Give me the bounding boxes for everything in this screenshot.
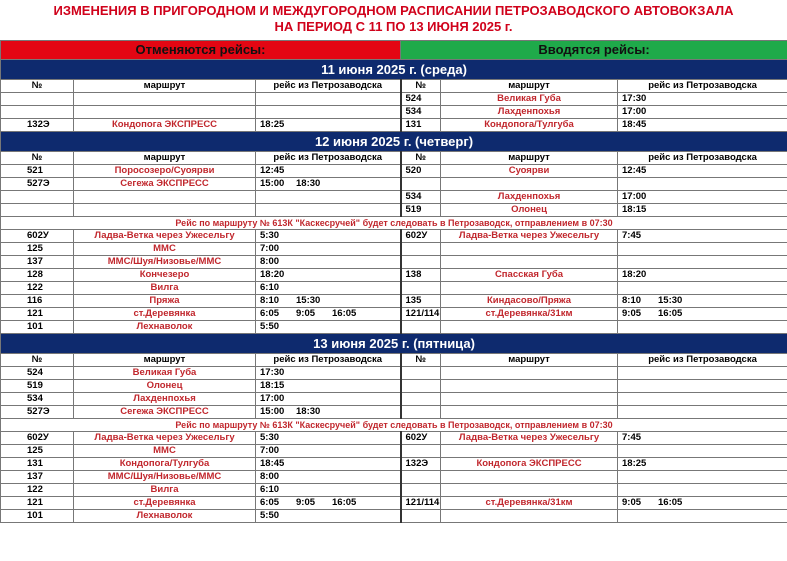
introduced-route-number — [401, 282, 441, 295]
cancelled-route-name: Поросозеро/Суоярви — [74, 165, 256, 178]
left-time: 6:05 — [260, 308, 280, 319]
left-time: 15:00 — [260, 178, 285, 189]
cancelled-route-number: 602У — [1, 432, 74, 445]
column-header-row — [1, 80, 787, 93]
left-departure-times — [256, 393, 401, 406]
table-row — [1, 243, 787, 256]
right-departure-times — [618, 393, 787, 406]
cancelled-route-number: 527Э — [1, 178, 74, 191]
introduced-route-number — [401, 321, 441, 334]
col-route-header: маршрут — [74, 80, 256, 93]
right-departure-times — [618, 445, 787, 458]
introduced-route-name — [441, 484, 618, 497]
col-route-header: маршрут — [441, 354, 618, 367]
cancelled-route-name — [74, 106, 256, 119]
cancelled-route-number: 128 — [1, 269, 74, 282]
left-time: 15:30 — [296, 295, 321, 306]
cancelled-route-name: Вилга — [74, 484, 256, 497]
col-dep-header: рейс из Петрозаводска — [618, 80, 787, 93]
page-title — [0, 0, 787, 40]
introduced-route-name: Спасская Губа — [441, 269, 618, 282]
column-header-row — [1, 354, 787, 367]
introduced-route-number — [401, 510, 441, 523]
introduced-route-name: Суоярви — [441, 165, 618, 178]
day-title: 11 июня 2025 г. (среда) — [1, 60, 787, 80]
introduced-route-name: Лахденпохья — [441, 106, 618, 119]
left-time: 18:15 — [260, 380, 285, 391]
introduced-route-name — [441, 178, 618, 191]
right-departure-times — [618, 178, 787, 191]
table-row — [1, 471, 787, 484]
introduced-route-number: 121/114 — [401, 497, 441, 510]
cancelled-route-number: 131 — [1, 458, 74, 471]
table-row — [1, 191, 787, 204]
right-time: 8:10 — [622, 295, 642, 306]
cancelled-route-name: Лахденпохья — [74, 393, 256, 406]
table-row — [1, 178, 787, 191]
introduced-route-number: 520 — [401, 165, 441, 178]
cancelled-route-name: ММС — [74, 445, 256, 458]
right-departure-times — [618, 282, 787, 295]
right-departure-times — [618, 230, 787, 243]
left-departure-times — [256, 295, 401, 308]
cancelled-route-number: 121 — [1, 497, 74, 510]
introduced-route-name — [441, 367, 618, 380]
introduced-route-number: 602У — [401, 230, 441, 243]
introduced-route-name — [441, 243, 618, 256]
left-departure-times — [256, 497, 401, 510]
cancelled-route-number: 527Э — [1, 406, 74, 419]
cancelled-route-number: 602У — [1, 230, 74, 243]
day-title: 13 июня 2025 г. (пятница) — [1, 334, 787, 354]
left-departure-times — [256, 191, 401, 204]
left-time: 8:10 — [260, 295, 280, 306]
right-time: 18:15 — [622, 204, 647, 215]
introduced-route-name — [441, 256, 618, 269]
cancelled-route-name: ММС/Шуя/Низовье/ММС — [74, 471, 256, 484]
introduced-route-name: Кондопога ЭКСПРЕСС — [441, 458, 618, 471]
cancelled-route-name: Кондопога/Тулгуба — [74, 458, 256, 471]
note-row — [1, 419, 787, 432]
col-dep-header: рейс из Петрозаводска — [256, 152, 401, 165]
table-row — [1, 445, 787, 458]
right-time: 12:45 — [622, 165, 647, 176]
left-time: 5:50 — [260, 510, 280, 521]
cancelled-route-name — [74, 191, 256, 204]
right-time: 9:05 — [622, 308, 642, 319]
right-departure-times — [618, 432, 787, 445]
col-route-header: маршрут — [441, 80, 618, 93]
left-time: 5:30 — [260, 230, 280, 241]
cancelled-route-number: 125 — [1, 445, 74, 458]
col-route-header: маршрут — [441, 152, 618, 165]
day-header-row — [1, 60, 787, 80]
left-departure-times — [256, 269, 401, 282]
cancelled-route-number: 101 — [1, 321, 74, 334]
right-departure-times — [618, 269, 787, 282]
cancelled-route-number: 519 — [1, 380, 74, 393]
introduced-route-number — [401, 445, 441, 458]
left-time: 8:00 — [260, 471, 280, 482]
left-time: 6:05 — [260, 497, 280, 508]
right-departure-times — [618, 295, 787, 308]
cancelled-route-number: 116 — [1, 295, 74, 308]
introduced-route-name — [441, 380, 618, 393]
cancelled-route-number — [1, 93, 74, 106]
left-time: 17:00 — [260, 393, 285, 404]
cancelled-header: Отменяются рейсы: — [1, 41, 401, 60]
left-time: 6:10 — [260, 484, 280, 495]
right-departure-times — [618, 243, 787, 256]
introduced-route-number: 131 — [401, 119, 441, 132]
cancelled-route-name: ст.Деревянка — [74, 497, 256, 510]
right-departure-times — [618, 406, 787, 419]
introduced-route-name: ст.Деревянка/31км — [441, 497, 618, 510]
table-row — [1, 458, 787, 471]
table-row — [1, 119, 787, 132]
left-departure-times — [256, 165, 401, 178]
col-num-header: № — [1, 354, 74, 367]
introduced-route-number: 138 — [401, 269, 441, 282]
left-time: 5:30 — [260, 432, 280, 443]
introduced-route-number — [401, 367, 441, 380]
left-time: 18:30 — [296, 406, 321, 417]
left-departure-times — [256, 367, 401, 380]
introduced-route-number: 132Э — [401, 458, 441, 471]
cancelled-route-name — [74, 204, 256, 217]
col-dep-header: рейс из Петрозаводска — [256, 354, 401, 367]
right-departure-times — [618, 165, 787, 178]
left-departure-times — [256, 321, 401, 334]
right-departure-times — [618, 204, 787, 217]
table-row — [1, 93, 787, 106]
introduced-route-name — [441, 445, 618, 458]
introduced-route-number: 135 — [401, 295, 441, 308]
cancelled-route-number: 122 — [1, 484, 74, 497]
left-time: 7:00 — [260, 243, 280, 254]
cancelled-route-name: ММС — [74, 243, 256, 256]
col-route-header: маршрут — [74, 354, 256, 367]
cancelled-route-name: ст.Деревянка — [74, 308, 256, 321]
day-header-row — [1, 334, 787, 354]
introduced-route-number — [401, 178, 441, 191]
right-departure-times — [618, 321, 787, 334]
right-time: 9:05 — [622, 497, 642, 508]
cancelled-route-number: 521 — [1, 165, 74, 178]
introduced-route-name — [441, 321, 618, 334]
table-row — [1, 497, 787, 510]
introduced-route-name: Ладва-Ветка через Ужесельгу — [441, 432, 618, 445]
introduced-header: Вводятся рейсы: — [401, 41, 787, 60]
cancelled-route-number: 125 — [1, 243, 74, 256]
introduced-route-name: ст.Деревянка/31км — [441, 308, 618, 321]
table-row — [1, 510, 787, 523]
cancelled-route-name: Великая Губа — [74, 367, 256, 380]
left-time: 18:20 — [260, 269, 285, 280]
right-departure-times — [618, 308, 787, 321]
cancelled-route-number — [1, 106, 74, 119]
col-num-header: № — [1, 152, 74, 165]
cancelled-route-name: ММС/Шуя/Низовье/ММС — [74, 256, 256, 269]
introduced-route-name: Киндасово/Пряжа — [441, 295, 618, 308]
right-time: 18:45 — [622, 119, 647, 130]
cancelled-route-number: 132Э — [1, 119, 74, 132]
left-time: 9:05 — [296, 308, 316, 319]
table-row — [1, 406, 787, 419]
right-departure-times — [618, 256, 787, 269]
left-departure-times — [256, 106, 401, 119]
column-header-row — [1, 152, 787, 165]
left-departure-times — [256, 406, 401, 419]
introduced-route-number: 519 — [401, 204, 441, 217]
schedule-table — [0, 40, 787, 523]
left-departure-times — [256, 243, 401, 256]
cancelled-route-number: 122 — [1, 282, 74, 295]
left-time: 18:45 — [260, 458, 285, 469]
day-title: 12 июня 2025 г. (четверг) — [1, 132, 787, 152]
table-row — [1, 393, 787, 406]
table-row — [1, 282, 787, 295]
introduced-route-number — [401, 380, 441, 393]
cancelled-route-number — [1, 204, 74, 217]
cancelled-route-name: Кондопога ЭКСПРЕСС — [74, 119, 256, 132]
left-time: 12:45 — [260, 165, 285, 176]
right-time: 15:30 — [658, 295, 683, 306]
cancelled-route-name: Вилга — [74, 282, 256, 295]
left-departure-times — [256, 432, 401, 445]
left-time: 7:00 — [260, 445, 280, 456]
introduced-route-name: Лахденпохья — [441, 191, 618, 204]
cancelled-route-name — [74, 93, 256, 106]
left-departure-times — [256, 308, 401, 321]
right-time: 18:20 — [622, 269, 647, 280]
left-time: 15:00 — [260, 406, 285, 417]
left-departure-times — [256, 204, 401, 217]
table-row — [1, 295, 787, 308]
cancelled-route-name: Ладва-Ветка через Ужесельгу — [74, 230, 256, 243]
introduced-route-number — [401, 471, 441, 484]
cancelled-route-number: 524 — [1, 367, 74, 380]
route-note: Рейс по маршруту № 613К "Каскесручей" будет следовать в Петрозаводск, отправлением в 07:30 — [1, 419, 787, 432]
left-time: 8:00 — [260, 256, 280, 267]
cancelled-route-name: Лехнаволок — [74, 321, 256, 334]
right-time: 7:45 — [622, 432, 642, 443]
cancelled-route-number — [1, 191, 74, 204]
cancelled-route-number: 121 — [1, 308, 74, 321]
right-departure-times — [618, 119, 787, 132]
left-departure-times — [256, 256, 401, 269]
cancelled-route-name: Ладва-Ветка через Ужесельгу — [74, 432, 256, 445]
introduced-route-name — [441, 510, 618, 523]
col-dep-header: рейс из Петрозаводска — [256, 80, 401, 93]
left-time: 16:05 — [332, 308, 357, 319]
left-departure-times — [256, 510, 401, 523]
right-departure-times — [618, 484, 787, 497]
right-time: 18:25 — [622, 458, 647, 469]
right-departure-times — [618, 367, 787, 380]
left-time: 17:30 — [260, 367, 285, 378]
right-time: 16:05 — [658, 308, 683, 319]
introduced-route-name — [441, 471, 618, 484]
introduced-route-name: Ладва-Ветка через Ужесельгу — [441, 230, 618, 243]
table-row — [1, 269, 787, 282]
table-row — [1, 204, 787, 217]
col-num-header: № — [401, 152, 441, 165]
introduced-route-name: Олонец — [441, 204, 618, 217]
right-departure-times — [618, 191, 787, 204]
left-departure-times — [256, 445, 401, 458]
right-departure-times — [618, 510, 787, 523]
table-row — [1, 230, 787, 243]
table-row — [1, 367, 787, 380]
col-dep-header: рейс из Петрозаводска — [618, 152, 787, 165]
col-num-header: № — [401, 354, 441, 367]
left-time: 18:30 — [296, 178, 321, 189]
col-num-header: № — [1, 80, 74, 93]
introduced-route-number: 602У — [401, 432, 441, 445]
table-row — [1, 432, 787, 445]
introduced-route-name — [441, 406, 618, 419]
cancelled-route-name: Кончезеро — [74, 269, 256, 282]
col-route-header: маршрут — [74, 152, 256, 165]
right-time: 7:45 — [622, 230, 642, 241]
table-row — [1, 308, 787, 321]
table-row — [1, 165, 787, 178]
introduced-route-name: Великая Губа — [441, 93, 618, 106]
left-departure-times — [256, 282, 401, 295]
left-departure-times — [256, 178, 401, 191]
title-line-1: ИЗМЕНЕНИЯ В ПРИГОРОДНОМ И МЕЖДУГОРОДНОМ РАСПИСАНИИ ПЕТРОЗАВОДСКОГО АВТОВОКЗАЛА — [53, 3, 734, 18]
right-time: 16:05 — [658, 497, 683, 508]
cancelled-route-name: Лехнаволок — [74, 510, 256, 523]
right-time: 17:00 — [622, 191, 647, 202]
cancelled-route-number: 534 — [1, 393, 74, 406]
introduced-route-number: 534 — [401, 106, 441, 119]
cancelled-route-name: Олонец — [74, 380, 256, 393]
right-time: 17:00 — [622, 106, 647, 117]
right-departure-times — [618, 106, 787, 119]
left-time: 6:10 — [260, 282, 280, 293]
note-row — [1, 217, 787, 230]
introduced-route-number: 121/114 — [401, 308, 441, 321]
introduced-route-number — [401, 256, 441, 269]
right-departure-times — [618, 93, 787, 106]
right-departure-times — [618, 497, 787, 510]
introduced-route-name: Кондопога/Тулгуба — [441, 119, 618, 132]
day-header-row — [1, 132, 787, 152]
table-row — [1, 256, 787, 269]
right-departure-times — [618, 471, 787, 484]
left-departure-times — [256, 230, 401, 243]
table-row — [1, 321, 787, 334]
left-departure-times — [256, 458, 401, 471]
left-time: 16:05 — [332, 497, 357, 508]
cancelled-route-name: Сегежа ЭКСПРЕСС — [74, 178, 256, 191]
table-row — [1, 106, 787, 119]
col-num-header: № — [401, 80, 441, 93]
right-time: 17:30 — [622, 93, 647, 104]
title-line-2: НА ПЕРИОД С 11 ПО 13 ИЮНЯ 2025 г. — [274, 19, 513, 34]
table-row — [1, 484, 787, 497]
cancelled-route-number: 101 — [1, 510, 74, 523]
introduced-route-name — [441, 282, 618, 295]
introduced-route-number — [401, 393, 441, 406]
left-departure-times — [256, 119, 401, 132]
introduced-route-number — [401, 484, 441, 497]
left-departure-times — [256, 471, 401, 484]
left-time: 18:25 — [260, 119, 285, 130]
introduced-route-number — [401, 406, 441, 419]
left-departure-times — [256, 484, 401, 497]
right-departure-times — [618, 458, 787, 471]
introduced-route-number — [401, 243, 441, 256]
introduced-route-name — [441, 393, 618, 406]
route-note: Рейс по маршруту № 613К "Каскесручей" будет следовать в Петрозаводск, отправлением в 07:30 — [1, 217, 787, 230]
left-time: 9:05 — [296, 497, 316, 508]
left-time: 5:50 — [260, 321, 280, 332]
cancelled-route-name: Пряжа — [74, 295, 256, 308]
introduced-route-number: 524 — [401, 93, 441, 106]
cancelled-route-number: 137 — [1, 256, 74, 269]
col-dep-header: рейс из Петрозаводска — [618, 354, 787, 367]
cancelled-route-number: 137 — [1, 471, 74, 484]
left-departure-times — [256, 93, 401, 106]
right-departure-times — [618, 380, 787, 393]
introduced-route-number: 534 — [401, 191, 441, 204]
table-row — [1, 380, 787, 393]
left-departure-times — [256, 380, 401, 393]
cancelled-route-name: Сегежа ЭКСПРЕСС — [74, 406, 256, 419]
